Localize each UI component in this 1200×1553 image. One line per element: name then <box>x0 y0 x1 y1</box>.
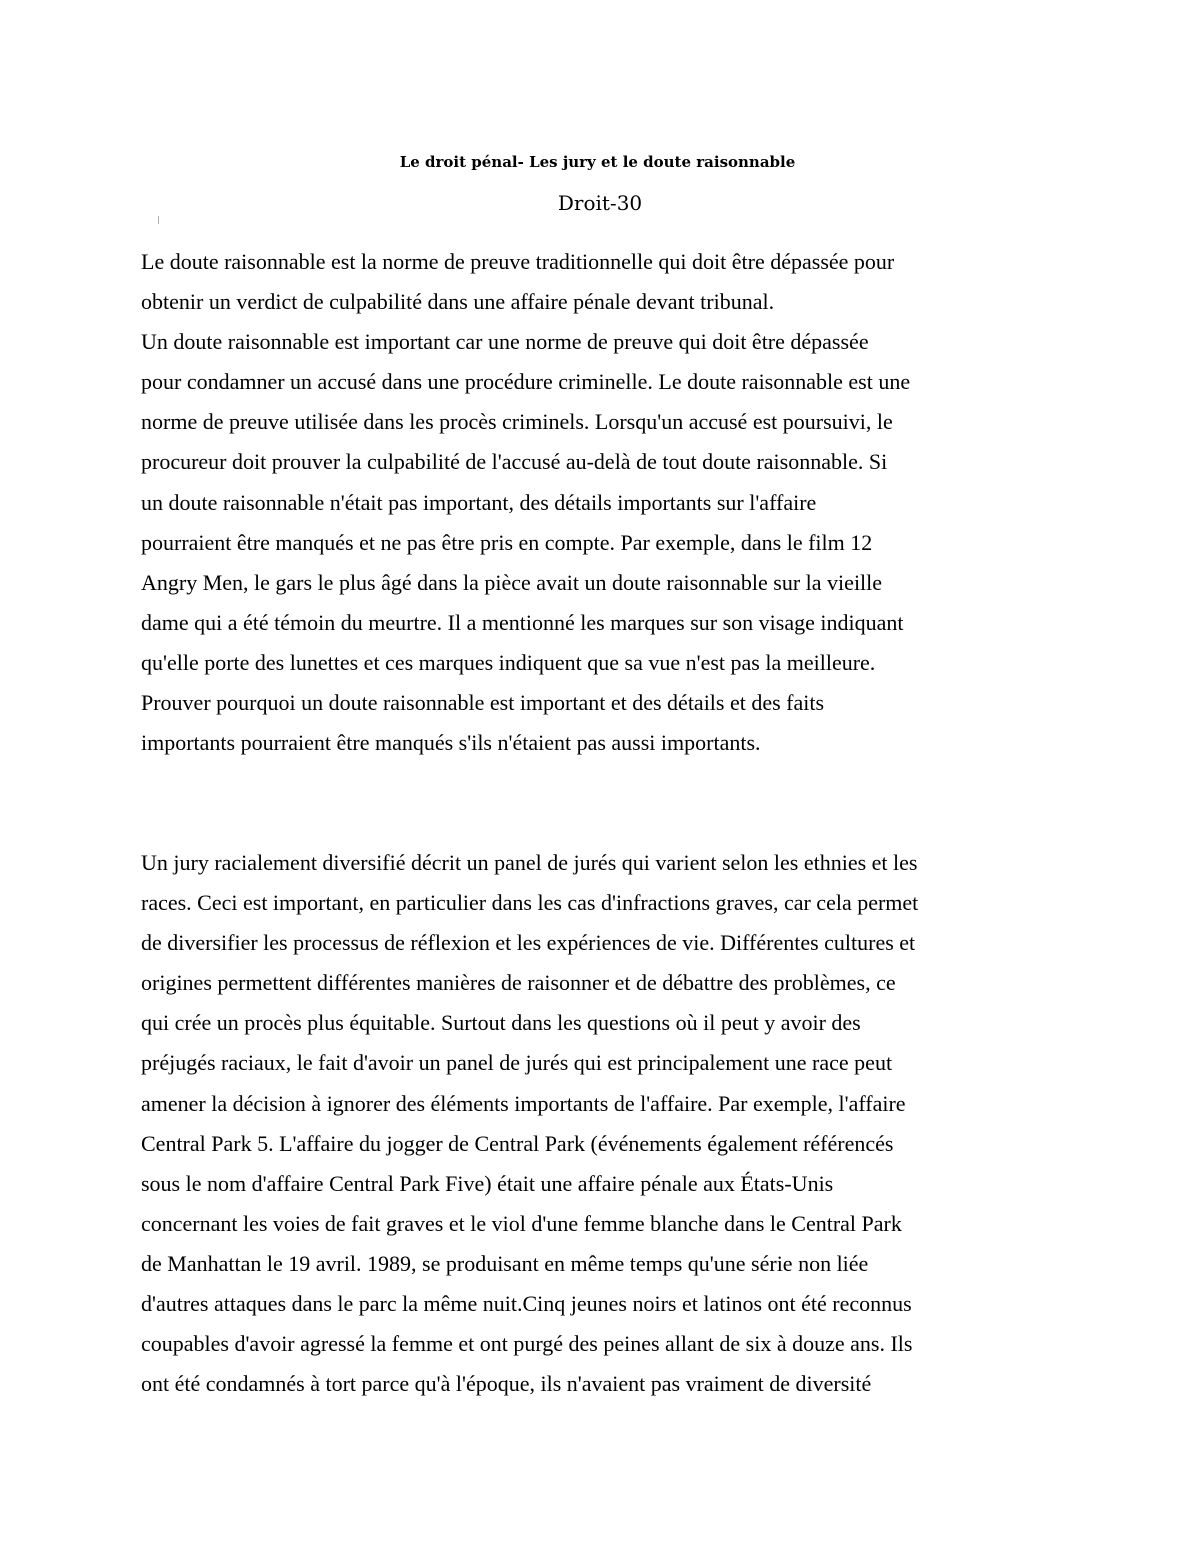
paragraph-reasonable-doubt <box>141 242 1071 763</box>
paragraph-line: procureur doit prouver la culpabilité de l'accusé au-delà de tout doute raisonnable. Si <box>141 449 888 475</box>
paragraph-line: amener la décision à ignorer des éléments importants de l'affaire. Par exemple, l'affaire <box>141 1090 906 1116</box>
paragraph-line: norme de preuve utilisée dans les procès criminels. Lorsqu'un accusé est poursuivi, le <box>141 409 893 435</box>
paragraph-line: coupables d'avoir agressé la femme et ont purgé des peines allant de six à douze ans. Ils <box>141 1331 913 1357</box>
paragraph-line: qui crée un procès plus équitable. Surtout dans les questions où il peut y avoir des <box>141 1010 861 1036</box>
paragraph-line: qu'elle porte des lunettes et ces marques indiquent que sa vue n'est pas la meilleure. <box>141 649 876 675</box>
paragraph-line: préjugés raciaux, le fait d'avoir un panel de jurés qui est principalement une race peut <box>141 1050 893 1076</box>
paragraph-line: pour condamner un accusé dans une procédure criminelle. Le doute raisonnable est une <box>141 369 911 395</box>
paragraph-line: d'autres attaques dans le parc la même nuit.Cinq jeunes noirs et latinos ont été reconnus <box>141 1291 912 1317</box>
cursor-mark <box>158 216 159 224</box>
paragraph-line: ont été condamnés à tort parce qu'à l'époque, ils n'avaient pas vraiment de diversité <box>141 1371 872 1397</box>
paragraph-line: obtenir un verdict de culpabilité dans une affaire pénale devant tribunal. <box>141 289 775 315</box>
document-subtitle: Droit-30 <box>557 191 643 215</box>
paragraph-line: importants pourraient être manqués s'ils n'étaient pas aussi importants. <box>141 730 761 756</box>
paragraph-line: Un jury racialement diversifié décrit un panel de jurés qui varient selon les ethnies et les <box>141 850 918 875</box>
paragraph-line: Angry Men, le gars le plus âgé dans la pièce avait un doute raisonnable sur la vieille <box>141 569 883 595</box>
paragraph-line: pourraient être manqués et ne pas être pris en compte. Par exemple, dans le film 12 <box>141 529 873 555</box>
paragraph-line: sous le nom d'affaire Central Park Five) était une affaire pénale aux États-Unis <box>141 1170 834 1196</box>
paragraph-line: concernant les voies de fait graves et le viol d'une femme blanche dans le Central Park <box>141 1210 902 1236</box>
paragraph-diverse-jury <box>141 843 1071 1404</box>
paragraph-line: Un doute raisonnable est important car une norme de preuve qui doit être dépassée <box>141 329 869 355</box>
paragraph-line: origines permettent différentes manières de raisonner et de débattre des problèmes, ce <box>141 970 896 996</box>
paragraph-line: un doute raisonnable n'était pas important, des détails importants sur l'affaire <box>141 489 817 515</box>
paragraph-line: de diversifier les processus de réflexion et les expériences de vie. Différentes cultures et <box>141 930 916 956</box>
paragraph-line: de Manhattan le 19 avril. 1989, se produisant en même temps qu'une série non liée <box>141 1250 869 1276</box>
paragraph-line: Central Park 5. L'affaire du jogger de Central Park (événements également référencés <box>141 1130 894 1156</box>
paragraph-line: races. Ceci est important, en particulier dans les cas d'infractions graves, car cela permet <box>141 890 919 916</box>
paragraph-line: dame qui a été témoin du meurtre. Il a mentionné les marques sur son visage indiquant <box>141 609 904 635</box>
paragraph-line: Prouver pourquoi un doute raisonnable est important et des détails et des faits <box>141 690 825 716</box>
document-title: Le droit pénal- Les jury et le doute raisonnable <box>399 153 796 171</box>
paragraph-line: Le doute raisonnable est la norme de preuve traditionnelle qui doit être dépassée pour <box>141 249 895 274</box>
